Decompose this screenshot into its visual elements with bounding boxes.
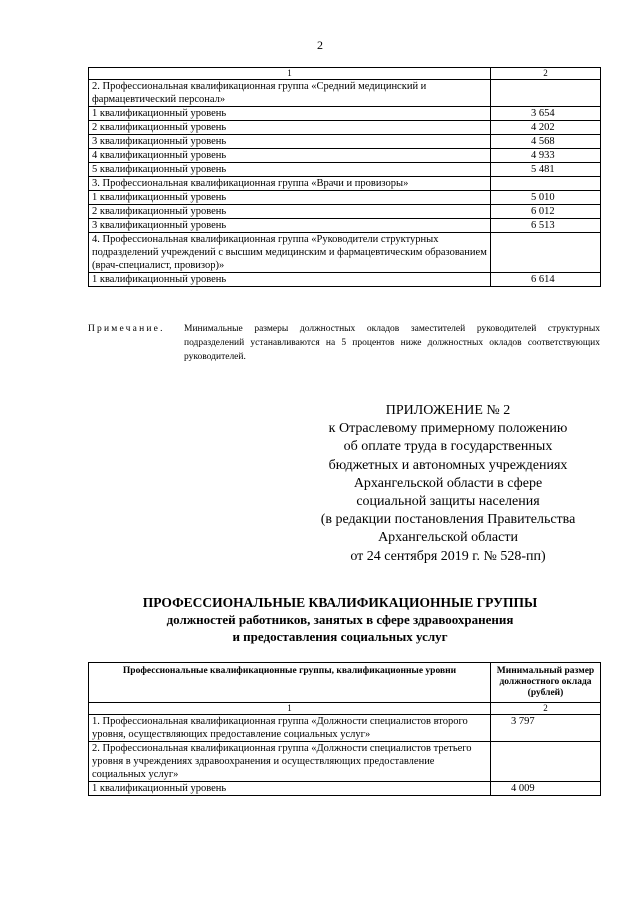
appendix-line: Архангельской области bbox=[378, 530, 518, 546]
table-row bbox=[89, 135, 601, 149]
section-title-line: ПРОФЕССИОНАЛЬНЫЕ КВАЛИФИКАЦИОННЫЕ ГРУППЫ bbox=[142, 595, 538, 610]
column-number-row bbox=[89, 68, 601, 80]
salary-value bbox=[491, 742, 601, 782]
section-title bbox=[40, 594, 640, 645]
salary-value: 5 010 bbox=[491, 191, 601, 205]
salary-value: 6 012 bbox=[491, 205, 601, 219]
note bbox=[88, 322, 600, 364]
section-subtitle-line: должностей работников, занятых в сфере здравоохранения bbox=[166, 612, 514, 627]
page-number: 2 bbox=[317, 38, 323, 52]
column-number: 1 bbox=[89, 68, 491, 80]
group-label: 2. Профессиональная квалификационная группа «Должности специалистов третьего уровня в учреждениях здравоохранения и осуществляющих предоставление социальных услуг» bbox=[89, 742, 491, 782]
table-row bbox=[89, 273, 601, 287]
salary-value: 3 797 bbox=[491, 715, 601, 742]
section-subtitle-line: и предоставления социальных услуг bbox=[232, 628, 448, 644]
salary-value: 4 933 bbox=[491, 149, 601, 163]
level-label: 1 квалификационный уровень bbox=[89, 191, 491, 205]
salary-value bbox=[491, 80, 601, 107]
table-row bbox=[89, 107, 601, 121]
column-header: Минимальный размер должностного оклада (рублей) bbox=[491, 663, 601, 703]
level-label: 1 квалификационный уровень bbox=[89, 273, 491, 287]
appendix-line: (в редакции постановления Правительства bbox=[320, 512, 576, 528]
table-header-row bbox=[89, 663, 601, 703]
table-row bbox=[89, 149, 601, 163]
group-label: 3. Профессиональная квалификационная группа «Врачи и провизоры» bbox=[89, 177, 491, 191]
salary-value: 6 614 bbox=[491, 273, 601, 287]
appendix-line: социальной защиты населения bbox=[356, 494, 540, 510]
column-number: 2 bbox=[491, 68, 601, 80]
table-row bbox=[89, 205, 601, 219]
group-label: 4. Профессиональная квалификационная группа «Руководители структурных подразделений учреждений с высшим медицинским и фармацевтическим образованием (врач-специалист, провизор)» bbox=[89, 233, 491, 273]
table-row bbox=[89, 191, 601, 205]
salary-table-continued bbox=[88, 67, 601, 287]
level-label: 5 квалификационный уровень bbox=[89, 163, 491, 177]
salary-value: 3 654 bbox=[491, 107, 601, 121]
group-label: 1. Профессиональная квалификационная группа «Должности специалистов второго уровня, осуществляющих предоставление социальных услуг» bbox=[89, 715, 491, 742]
level-label: 1 квалификационный уровень bbox=[89, 782, 491, 796]
appendix-line: к Отраслевому примерному положению bbox=[328, 421, 568, 437]
level-label: 3 квалификационный уровень bbox=[89, 219, 491, 233]
salary-value: 4 202 bbox=[491, 121, 601, 135]
table-row bbox=[89, 80, 601, 107]
table-row bbox=[89, 163, 601, 177]
table-row bbox=[89, 219, 601, 233]
appendix-heading bbox=[298, 402, 598, 566]
table-row bbox=[89, 177, 601, 191]
salary-value bbox=[491, 177, 601, 191]
column-header: Профессиональные квалификационные группы, квалификационные уровни bbox=[89, 663, 491, 703]
table-row bbox=[89, 121, 601, 135]
column-number-row bbox=[89, 703, 601, 715]
level-label: 2 квалификационный уровень bbox=[89, 121, 491, 135]
level-label: 3 квалификационный уровень bbox=[89, 135, 491, 149]
table-row bbox=[89, 233, 601, 273]
salary-table-health-social bbox=[88, 662, 601, 796]
salary-value: 5 481 bbox=[491, 163, 601, 177]
level-label: 2 квалификационный уровень bbox=[89, 205, 491, 219]
note-label: Примечание. bbox=[88, 324, 165, 334]
appendix-line: об оплате труда в государственных bbox=[343, 439, 553, 455]
salary-value: 6 513 bbox=[491, 219, 601, 233]
level-label: 4 квалификационный уровень bbox=[89, 149, 491, 163]
appendix-line: ПРИЛОЖЕНИЕ № 2 bbox=[385, 403, 511, 418]
appendix-line: бюджетных и автономных учреждениях bbox=[328, 457, 568, 473]
table-row bbox=[89, 782, 601, 796]
salary-value: 4 009 bbox=[491, 782, 601, 796]
salary-value bbox=[491, 233, 601, 273]
table-row bbox=[89, 715, 601, 742]
appendix-line: Архангельской области в сфере bbox=[353, 475, 543, 491]
level-label: 1 квалификационный уровень bbox=[89, 107, 491, 121]
table-row bbox=[89, 742, 601, 782]
column-number: 2 bbox=[491, 703, 601, 715]
appendix-line: от 24 сентября 2019 г. № 528-пп) bbox=[350, 548, 546, 564]
column-number: 1 bbox=[89, 703, 491, 715]
note-text: Минимальные размеры должностных окладов заместителей руководителей структурных подразделений устанавливаются на 5 процентов ниже должностных окладов соответствующих руководителей. bbox=[184, 324, 600, 362]
group-label: 2. Профессиональная квалификационная группа «Средний медицинский и фармацевтический персонал» bbox=[89, 80, 491, 107]
salary-value: 4 568 bbox=[491, 135, 601, 149]
